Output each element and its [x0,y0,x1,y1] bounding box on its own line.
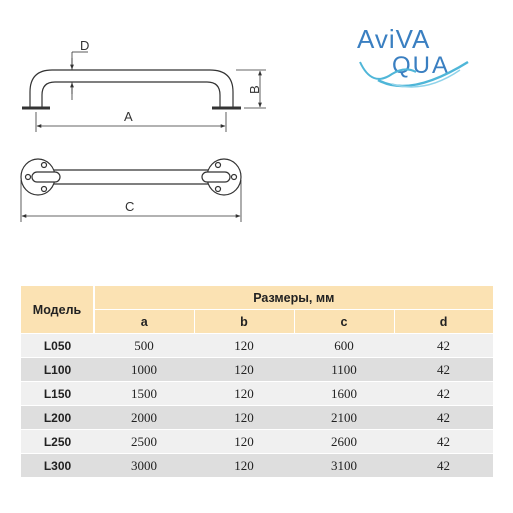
cell-b: 120 [194,430,294,454]
cell-c: 2600 [294,430,394,454]
cell-a: 500 [94,334,194,358]
header-col-d: d [394,310,493,334]
cell-a: 2000 [94,406,194,430]
header-model: Модель [21,286,94,334]
cell-model: L200 [21,406,94,430]
specs-table [21,286,494,478]
cell-d: 42 [394,454,493,478]
dimension-label-d: D [80,38,90,53]
header-col-a: a [94,310,194,334]
table-row [21,454,493,478]
cell-a: 1500 [94,382,194,406]
cell-b: 120 [194,454,294,478]
header-dimensions: Размеры, мм [94,286,493,310]
cell-b: 120 [194,334,294,358]
header-col-b: b [194,310,294,334]
dimension-label-a: A [124,109,133,124]
table-row [21,430,493,454]
cell-d: 42 [394,406,493,430]
table-row [21,334,493,358]
cell-model: L300 [21,454,94,478]
cell-model: L250 [21,430,94,454]
cell-d: 42 [394,358,493,382]
cell-c: 600 [294,334,394,358]
cell-c: 2100 [294,406,394,430]
cell-a: 2500 [94,430,194,454]
svg-text:AviVA: AviVA [357,24,431,54]
cell-model: L100 [21,358,94,382]
cell-c: 1600 [294,382,394,406]
cell-model: L150 [21,382,94,406]
cell-a: 3000 [94,454,194,478]
cell-d: 42 [394,334,493,358]
cell-c: 3100 [294,454,394,478]
side-view [22,52,266,132]
brand-logo [357,24,468,87]
cell-b: 120 [194,382,294,406]
cell-b: 120 [194,358,294,382]
table-row [21,358,493,382]
table-row [21,406,493,430]
cell-model: L050 [21,334,94,358]
dimension-label-c: C [125,199,135,214]
cell-a: 1000 [94,358,194,382]
cell-b: 120 [194,406,294,430]
cell-d: 42 [394,430,493,454]
cell-d: 42 [394,382,493,406]
dimension-label-b: B [247,85,262,94]
header-col-c: c [294,310,394,334]
table-row [21,382,493,406]
svg-text:QUA: QUA [392,52,451,79]
cell-c: 1100 [294,358,394,382]
